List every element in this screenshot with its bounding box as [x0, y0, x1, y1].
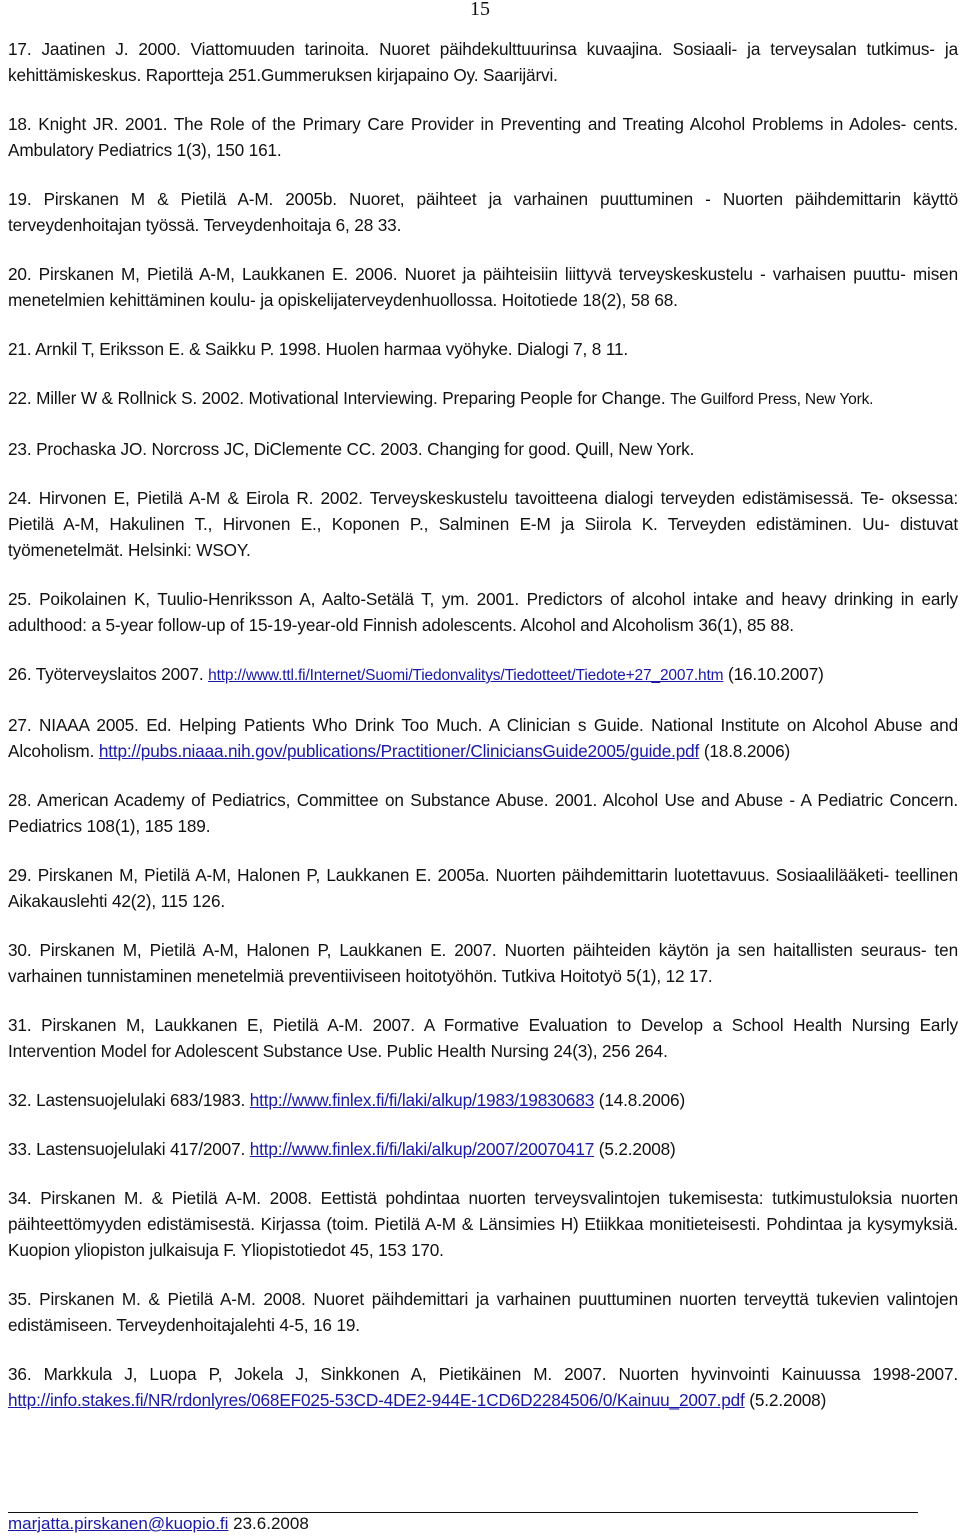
- reference-item: [8, 862, 958, 914]
- reference-text: (5.2.2008): [594, 1139, 676, 1159]
- reference-item: [8, 1361, 958, 1413]
- reference-text: 17. Jaatinen J. 2000. Viattomuuden tarinoita. Nuoret päihdekulttuurinsa kuvaajina. Sosiaali- ja terveysalan tutkimus- ja kehittämiskeskus. Raportteja 251.Gummeruksen kirjapaino Oy. Saarijärvi.: [8, 39, 958, 85]
- reference-text: (14.8.2006): [594, 1090, 686, 1110]
- reference-item: [8, 661, 958, 689]
- reference-item: [8, 787, 958, 839]
- reference-link[interactable]: http://pubs.niaaa.nih.gov/publications/Practitioner/CliniciansGuide2005/guide.pdf: [98, 741, 700, 761]
- reference-text: 20. Pirskanen M, Pietilä A-M, Laukkanen E. 2006. Nuoret ja päihteisiin liittyvä terveyskeskustelu - varhaisen puuttu- misen menetelmien kehittäminen koulu- ja opiskelijaterveydenhuollossa. Hoitotiede 18(2), 58 68.: [8, 264, 958, 310]
- reference-text: 21. Arnkil T, Eriksson E. & Saikku P. 1998. Huolen harmaa vyöhyke. Dialogi 7, 8 11.: [8, 339, 629, 359]
- footer: [8, 1512, 309, 1536]
- footer-date: 23.6.2008: [228, 1514, 309, 1533]
- reference-text: (5.2.2008): [744, 1390, 827, 1410]
- reference-link[interactable]: http://info.stakes.fi/NR/rdonlyres/068EF025-53CD-4DE2-944E-1CD6D2284506/0/Kainuu_2007.pdf: [8, 1390, 745, 1410]
- reference-item: [8, 937, 958, 989]
- reference-text: 35. Pirskanen M. & Pietilä A-M. 2008. Nuoret päihdemittari ja varhainen puuttuminen nuorten terveyttä tukevien valintojen edistämiseen. Terveydenhoitajalehti 4-5, 16 19.: [8, 1289, 958, 1335]
- reference-item: [8, 336, 958, 362]
- reference-text: 24. Hirvonen E, Pietilä A-M & Eirola R. 2002. Terveyskeskustelu tavoitteena dialogi terveyden edistämisessä. Te- oksessa: Pietilä A-M, Hakulinen T., Hirvonen E., Koponen P., Salminen E-M ja Siirola K. Terveyden edistäminen. Uu- distuvat työmenetelmät. Helsinki: WSOY.: [8, 488, 958, 560]
- reference-text: The Guilford Press, New York.: [670, 391, 874, 408]
- footer-email-link[interactable]: marjatta.pirskanen@kuopio.fi: [8, 1514, 229, 1533]
- reference-item: [8, 1185, 958, 1263]
- reference-link[interactable]: http://www.finlex.fi/fi/laki/alkup/1983/19830683: [249, 1090, 595, 1110]
- reference-item: [8, 111, 958, 163]
- reference-item: [8, 261, 958, 313]
- reference-item: [8, 1286, 958, 1338]
- reference-text: 29. Pirskanen M, Pietilä A-M, Halonen P, Laukkanen E. 2005a. Nuorten päihdemittarin luotettavuus. Sosiaalilääketi- teellinen Aikakauslehti 42(2), 115 126.: [8, 865, 958, 911]
- reference-text: 25. Poikolainen K, Tuulio-Henriksson A, Aalto-Setälä T, ym. 2001. Predictors of alcohol intake and heavy drinking in early adulthood: a 5-year follow-up of 15-19-year-old Finnish adolescents. Alcohol and Alcoholism 36(1), 85 88.: [8, 589, 958, 635]
- reference-text: 31. Pirskanen M, Laukkanen E, Pietilä A-M. 2007. A Formative Evaluation to Develop a School Health Nursing Early Intervention Model for Adolescent Substance Use. Public Health Nursing 24(3), 256 264.: [8, 1015, 958, 1061]
- reference-item: [8, 186, 958, 238]
- reference-item: [8, 586, 958, 638]
- reference-item: [8, 485, 958, 563]
- reference-item: [8, 1136, 958, 1162]
- reference-text: 18. Knight JR. 2001. The Role of the Primary Care Provider in Preventing and Treating Alcohol Problems in Adoles- cents. Ambulatory Pediatrics 1(3), 150 161.: [8, 114, 958, 160]
- reference-text: 27. NIAAA 2005. Ed. Helping Patients Who Drink Too Much. A Clinician s Guide. National Institute on Alcohol Abuse and Alcoholism.: [8, 715, 958, 761]
- reference-text: 26. Työterveyslaitos 2007.: [8, 664, 209, 684]
- reference-item: [8, 436, 958, 462]
- reference-text: (18.8.2006): [699, 741, 791, 761]
- reference-list: [8, 36, 958, 1436]
- reference-text: 34. Pirskanen M. & Pietilä A-M. 2008. Eettistä pohdintaa nuorten terveysvalintojen tukemisesta: tutkimustuloksia nuorten päihteettömyyden edistämisestä. Kirjassa (toim. Pietilä A-M & Länsimies H) Etiikkaa monitieteisesti. Pohdintaa ja kysymyksiä. Kuopion yliopiston julkaisuja F. Yliopistotiedot 45, 153 170.: [8, 1188, 958, 1260]
- reference-text: 30. Pirskanen M, Pietilä A-M, Halonen P, Laukkanen E. 2007. Nuorten päihteiden käytön ja sen haitallisten seuraus- ten varhainen tunnistaminen menetelmiä preventiiviseen hoitotyöhön. Tutkiva Hoitotyö 5(1), 12 17.: [8, 940, 958, 986]
- reference-text: 32. Lastensuojelulaki 683/1983.: [8, 1090, 250, 1110]
- reference-text: 36. Markkula J, Luopa P, Jokela J, Sinkkonen A, Pietikäinen M. 2007. Nuorten hyvinvointi Kainuussa 1998-2007.: [8, 1364, 958, 1384]
- reference-text: 23. Prochaska JO. Norcross JC, DiClemente CC. 2003. Changing for good. Quill, New York.: [8, 439, 695, 459]
- reference-link[interactable]: http://www.ttl.fi/Internet/Suomi/Tiedonvalitys/Tiedotteet/Tiedote+27_2007.htm: [208, 667, 724, 684]
- reference-text: 33. Lastensuojelulaki 417/2007.: [8, 1139, 250, 1159]
- reference-item: [8, 712, 958, 764]
- reference-text: (16.10.2007): [723, 664, 824, 684]
- reference-link[interactable]: http://www.finlex.fi/fi/laki/alkup/2007/20070417: [249, 1139, 595, 1159]
- reference-text: 22. Miller W & Rollnick S. 2002. Motivational Interviewing. Preparing People for Change.: [8, 388, 671, 408]
- page-number: 15: [470, 0, 490, 20]
- reference-item: [8, 36, 958, 88]
- reference-item: [8, 1012, 958, 1064]
- reference-item: [8, 1087, 958, 1113]
- reference-item: [8, 385, 958, 413]
- reference-text: 19. Pirskanen M & Pietilä A-M. 2005b. Nuoret, päihteet ja varhainen puuttuminen - Nuorten päihdemittarin käyttö terveydenhoitajan työssä. Terveydenhoitaja 6, 28 33.: [8, 189, 958, 235]
- reference-text: 28. American Academy of Pediatrics, Committee on Substance Abuse. 2001. Alcohol Use and Abuse - A Pediatric Concern. Pediatrics 108(1), 185 189.: [8, 790, 958, 836]
